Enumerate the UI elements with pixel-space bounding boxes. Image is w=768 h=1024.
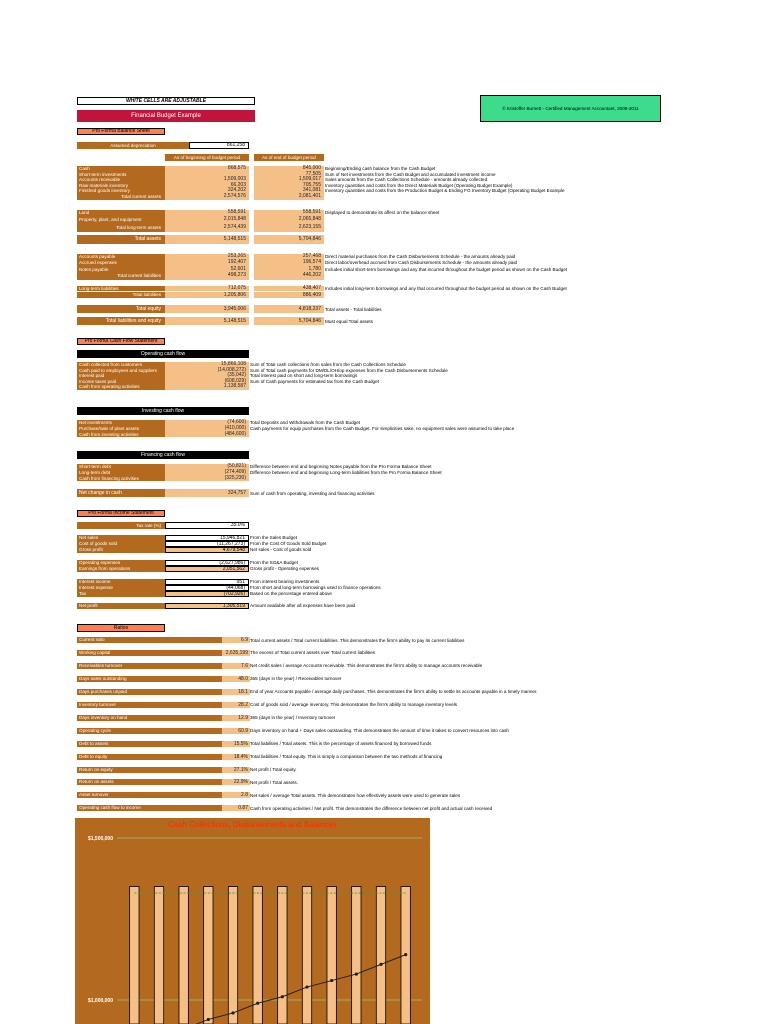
current-liab-begin: 498,273 <box>165 273 249 279</box>
current-asset-begin: 1,509,003 <box>165 177 249 183</box>
ratio-label: Return on equity <box>77 767 249 773</box>
ratio-value: 28.2 <box>222 702 250 708</box>
ratio-label: Receivables turnover <box>77 663 249 669</box>
current-liab-end: 196,574 <box>254 260 324 266</box>
series-point <box>379 963 382 966</box>
col-begin-header: As of beginning of budget period <box>165 154 249 161</box>
current-asset-begin: 324,202 <box>165 188 249 194</box>
ratio-value: 7.6 <box>222 663 250 669</box>
investing-row-label: Net investments <box>77 420 165 426</box>
total-le-label: Total liabilities and equity <box>77 317 165 325</box>
current-liab-begin: 192,407 <box>165 260 249 266</box>
operating-row-note: Sum of Total cash payments for DM/DL/OH/op expenses from the Cash Disbursements Schedule <box>250 367 448 373</box>
col-end-header: As of end of budget period <box>254 154 324 161</box>
income-row-label: Net sales <box>77 535 165 541</box>
page-title: Financial Budget Example <box>77 110 255 122</box>
total-equity-begin: 3,945,006 <box>165 305 249 313</box>
series-point <box>281 995 284 998</box>
chart-bar <box>278 887 287 1024</box>
current-asset-begin: 2,574,576 <box>165 194 249 200</box>
ratio-label: Return on assets <box>77 779 249 785</box>
operating-row-label: Income taxes paid <box>77 379 165 385</box>
ratio-note: Total liabilities / Total equity. This is simply a comparison between the two methods of financing <box>250 754 443 760</box>
current-asset-label: Short-term investments <box>77 172 165 178</box>
investing-row-note: Cash payments for equip purchases from the Cash Budget. For simplicities sake, no equipment sales were assumed to take place <box>250 425 515 431</box>
ratio-label: Days sales outstanding <box>77 676 249 682</box>
ratio-label: Asset turnover <box>77 792 249 798</box>
income-row-value: 15,946,821 <box>165 535 249 541</box>
total-le-note: Must equal Total assets <box>325 319 373 324</box>
income-row-label: Cost of goods sold <box>77 541 165 547</box>
total-assets-end: 5,704,846 <box>254 235 324 244</box>
chart-bar <box>154 887 163 1024</box>
current-asset-end: 341,081 <box>254 188 324 194</box>
income-row-value: 1,305,519 <box>165 603 249 609</box>
current-asset-note: Sum of Net investments from the Cash Budget and accumulated investment income <box>325 171 496 177</box>
income-row-note: From interest bearing investments <box>250 579 320 584</box>
current-liab-end: 1,780 <box>254 267 324 273</box>
ratio-value: 15.5% <box>222 741 250 747</box>
operating-row-value: (608,029) <box>165 379 249 385</box>
total-assets-begin: 5,148,515 <box>165 235 249 244</box>
current-liab-note: Direct material purchases from the Cash Disbursements Schedule - the amounts already paid <box>325 254 516 259</box>
ratio-note: Cost of goods sold / average inventory. This demonstrates the firm's ability to manage inventory levels <box>250 702 458 708</box>
current-liab-end: 257,468 <box>254 254 324 260</box>
ratio-value: 18.1 <box>222 689 250 695</box>
fixed-asset-label: Land <box>77 210 165 217</box>
net-change-note: Sum of cash from operating, investing and financing activities <box>250 491 375 496</box>
y-tick-label: $1,000,000 <box>87 998 113 1004</box>
income-row-value: (11,267,273) <box>165 541 249 547</box>
ratio-note: Cash from operating activities / Net profit. This demonstrates the difference between net profit and actual cash received <box>250 805 493 811</box>
income-title: Pro Forma Income Statement <box>77 510 165 517</box>
series-point <box>404 953 407 956</box>
cashflow-title: Pro Forma Cash Flow Statement <box>77 338 165 345</box>
investing-row-value: (410,000) <box>165 426 249 432</box>
income-row-label: Operating expenses <box>77 560 165 566</box>
current-liab-label: Total current liabilities <box>77 273 165 279</box>
income-row-note: From the SG&A Budget <box>250 560 299 565</box>
ratios-title: Ratios <box>77 624 165 632</box>
fixed-asset-note: Displayed to demonstrate its affect on the balance sheet <box>325 210 440 215</box>
income-row-note: Based on the percentage entered above <box>250 591 332 596</box>
chart-bar <box>302 887 311 1024</box>
investing-header: Investing cash flow <box>77 407 249 415</box>
investing-row-value: (74,600) <box>165 420 249 426</box>
current-liab-note: Includes initial short-term borrowings and any that incurred throughout the budget period as shown on the Cash Budget <box>325 266 568 272</box>
current-asset-end: 3,081,401 <box>254 194 324 200</box>
current-liab-label: Notes payable <box>77 267 165 273</box>
series-point <box>330 979 333 982</box>
adjustable-note: WHITE CELLS ARE ADJUSTABLE <box>77 97 255 105</box>
current-asset-end: 705,755 <box>254 183 324 189</box>
income-row-note: From the Sales Budget <box>250 535 297 540</box>
income-row-value: (2,627,986) <box>165 560 249 566</box>
financing-header: Financing cash flow <box>77 451 249 459</box>
ratio-note: Net sales / average Total assets. This demonstrates how effectively assets were used to generate sales <box>250 792 461 798</box>
chart-bar <box>376 887 385 1024</box>
ratio-value: 48.0 <box>222 676 250 682</box>
current-liab-begin: 253,265 <box>165 254 249 260</box>
ratio-value: 2.8 <box>222 792 250 798</box>
income-row-value: 4,679,548 <box>165 547 249 553</box>
investing-row-label: Cash from investing activities <box>77 432 165 438</box>
ratio-label: Days purchases unpaid <box>77 689 249 695</box>
current-asset-note: Inventory quantities and costs from the Production Budget & Ending FG Inventory Budget (Operating Budget Example <box>325 188 565 194</box>
financing-row-value: (50,821) <box>165 464 249 470</box>
ratio-label: Days inventory on hand <box>77 715 249 721</box>
assumed-depreciation-value[interactable]: 861,258 <box>189 142 249 149</box>
ratio-label: Operating cash flow to income <box>77 805 249 811</box>
total-liab-label: Total liabilities <box>77 292 165 298</box>
tax-rate-value[interactable]: 35.0% <box>165 522 249 529</box>
chart-bar <box>204 887 213 1024</box>
fixed-asset-begin: 558,591 <box>165 210 249 217</box>
fixed-asset-end: 2,623,155 <box>254 225 324 232</box>
income-row-label: Net profit <box>77 603 165 609</box>
current-asset-begin: 868,575 <box>165 166 249 172</box>
total-assets-label: Total assets <box>77 235 165 244</box>
ratio-value: 2,635,199 <box>222 650 250 656</box>
ratio-note: Net profit / Total assets. <box>250 779 298 785</box>
lt-liab-begin: 712,075 <box>165 286 249 291</box>
ratio-label: Debt to equity <box>77 754 249 760</box>
balance-sheet-title: Pro Forma Balance Sheet <box>77 128 165 135</box>
ratio-note: The excess of Total current assets over Total current liabilities <box>250 650 375 656</box>
y-tick-label: $1,500,000 <box>87 836 113 842</box>
cash-chart <box>75 818 430 1024</box>
income-row-value: 951 <box>165 579 249 585</box>
current-liab-end: 446,202 <box>254 273 324 279</box>
fixed-asset-label: Property, plant, and equipment <box>77 217 165 224</box>
current-liab-note: Direct labor/overhead accrued from Cash Disbursements Schedule - the amounts already paid <box>325 260 518 266</box>
ratio-label: Operating cycle <box>77 728 249 734</box>
income-row-label: Earnings from operations <box>77 566 165 572</box>
income-row-note: Net sales - Cost of goods sold <box>250 547 312 552</box>
ratio-note: Total liabilities / Total assets. This is the percentage of assets financed by borrowed funds <box>250 741 432 747</box>
ratio-value: 6.9 <box>222 637 250 643</box>
current-liab-begin: 52,601 <box>165 267 249 273</box>
ratio-value: 12.9 <box>222 715 250 721</box>
current-asset-label: Accounts receivable <box>77 177 165 183</box>
operating-row-label: Cash paid to employees and suppliers <box>77 368 165 374</box>
assumed-depreciation-label: Assumed depreciation <box>77 142 189 149</box>
operating-row-note: Sum of Cash payments for estimated tax from the Cash Budget <box>250 378 379 384</box>
investing-row-label: Purchase/sale of plant assets <box>77 426 165 432</box>
current-asset-label: Cash <box>77 166 165 172</box>
operating-row-label: Cash from operating activities <box>77 384 165 390</box>
chart-bar <box>130 887 139 1024</box>
lt-liab-end: 438,407 <box>254 286 324 291</box>
operating-row-value: (14,008,272) <box>165 368 249 374</box>
financing-row-label: Long-term debt <box>77 470 165 476</box>
income-row-note: From short and long-term borrowings used to finance operations <box>250 585 381 590</box>
ratio-note: End of year Accounts payable / average daily purchases. This demonstrates the firm's ability to settle its accounts payable in a timely manner. <box>250 689 538 695</box>
ratio-label: Working capital <box>77 650 249 656</box>
current-asset-begin: 66,203 <box>165 183 249 189</box>
fixed-asset-begin: 2,015,848 <box>165 217 249 224</box>
total-equity-note: Total assets - Total liabilities <box>325 307 382 312</box>
ratio-value: 60.9 <box>222 728 250 734</box>
operating-row-note: Sum of Total cash collections from sales from the Cash Collections Schedule <box>250 362 406 367</box>
financing-row-value: (274,409) <box>165 470 249 476</box>
operating-row-value: (35,042) <box>165 373 249 379</box>
chart-bar <box>228 887 237 1024</box>
total-equity-end: 4,818,237 <box>254 305 324 313</box>
income-row-label: Gross profit <box>77 547 165 553</box>
operating-row-label: Interest paid <box>77 373 165 379</box>
financing-row-note: Difference between end and beginning Notes payable from the Pro Forma Balance Sheet <box>250 464 432 469</box>
current-asset-end: 845,000 <box>254 166 324 172</box>
income-row-value: 2,051,562 <box>165 566 249 572</box>
copyright-box: © Kristoffer Burnett - Certified Management Accountant, 2009-2011 <box>480 95 661 122</box>
income-row-note: Amount available after all expenses have been paid <box>250 603 356 608</box>
fixed-asset-end: 558,591 <box>254 210 324 217</box>
series-point <box>355 972 358 975</box>
chart-bar <box>352 887 361 1024</box>
ratio-note: 365 (days in the year) / Receivables turnover <box>250 676 342 682</box>
operating-header: Operating cash flow <box>77 350 249 358</box>
series-point <box>231 1011 234 1014</box>
financing-row-note: Difference between end and beginning Long-term liabilities from the Pro Forma Balance Sheet <box>250 469 442 475</box>
net-change-label: Net change in cash <box>77 489 165 497</box>
fixed-asset-end: 2,065,848 <box>254 217 324 224</box>
ratio-value: 0.87 <box>222 805 250 811</box>
total-le-end: 5,704,846 <box>254 317 324 325</box>
series-point <box>207 1018 210 1021</box>
current-asset-label: Raw materials inventory <box>77 183 165 189</box>
ratio-label: Debt to assets <box>77 741 249 747</box>
financing-row-value: (325,230) <box>165 476 249 482</box>
total-equity-label: Total equity <box>77 305 165 313</box>
current-liab-label: Accrued expenses <box>77 260 165 266</box>
ratio-note: Net profit / Total equity. <box>250 767 297 772</box>
operating-row-label: Cash collected from customers <box>77 362 165 368</box>
current-asset-note: Inventory quantities and costs from the Direct Materials Budget (Operating Budget Example) <box>325 182 513 188</box>
income-row-value: (702,926) <box>165 591 249 597</box>
income-row-label: Tax <box>77 591 165 597</box>
fixed-asset-begin: 2,574,439 <box>165 225 249 232</box>
current-asset-label: Finished goods inventory <box>77 188 165 194</box>
current-liab-label: Accounts payable <box>77 254 165 260</box>
current-asset-end: 1,509,017 <box>254 177 324 183</box>
financing-row-label: Cash from financing activities <box>77 476 165 482</box>
current-asset-note: Sales amounts from the Cash Collections Schedule - amounts already collected <box>325 177 488 183</box>
operating-row-value: 1,138,587 <box>165 384 249 390</box>
chart-bar <box>327 887 336 1024</box>
chart-title: Cash Collections, Disbursements and Balances <box>168 820 337 829</box>
ratio-note: 365 (days in the year) / Inventory turnover <box>250 715 336 721</box>
operating-row-value: 15,866,108 <box>165 362 249 368</box>
ratio-note: Net credit sales / average Accounts receivable. This demonstrates the firm's ability to manage accounts receivable <box>250 663 483 669</box>
series-point <box>305 985 308 988</box>
current-asset-label: Total current assets <box>77 194 165 200</box>
total-liab-end: 886,409 <box>254 292 324 298</box>
total-liab-begin: 1,205,806 <box>165 292 249 298</box>
ratio-value: 18.4% <box>222 754 250 760</box>
total-le-begin: 5,148,515 <box>165 317 249 325</box>
investing-row-value: (484,600) <box>165 432 249 438</box>
ratio-value: 22.9% <box>222 779 250 785</box>
operating-row-note: Total interest paid on short and long-term borrowings <box>250 373 358 379</box>
current-asset-note: Beginning/Ending cash balance from the Cash Budget <box>325 166 436 171</box>
net-change-value: 324,757 <box>165 489 249 497</box>
investing-row-note: Total Deposits and Withdrawals from the Cash Budget <box>250 420 361 425</box>
income-row-label: Interest income <box>77 579 165 585</box>
ratio-note: Days inventory on hand + Days sales outstanding. This demonstrates the amount of time it takes to convert resources into cash <box>250 728 509 734</box>
tax-rate-label: Tax rate (%) <box>77 522 165 529</box>
current-asset-end: 77,505 <box>254 172 324 178</box>
lt-liab-note: Includes initial long-term borrowings and any that occurred throughout the budget period as shown on the Cash Budget <box>325 286 567 291</box>
income-row-note: From the Cost Of Goods Sold Budget <box>250 541 327 546</box>
lt-liab-label: Long-term liabilities <box>77 286 165 291</box>
income-row-value: (44,068) <box>165 585 249 591</box>
fixed-asset-label: Total long-term assets <box>77 225 165 232</box>
financing-row-label: Short-term debt <box>77 464 165 470</box>
chart-bar <box>179 887 188 1024</box>
ratio-note: Total current assets / Total current liabilities. This demonstrates the firm's ability to pay its current liabilities <box>250 637 465 643</box>
ratio-label: Inventory turnover <box>77 702 249 708</box>
income-row-label: Interest expense <box>77 585 165 591</box>
ratio-label: Current ratio <box>77 637 249 643</box>
income-row-note: Gross profit - Operating expenses <box>250 566 319 571</box>
series-point <box>256 1002 259 1005</box>
ratio-value: 27.1% <box>222 767 250 773</box>
